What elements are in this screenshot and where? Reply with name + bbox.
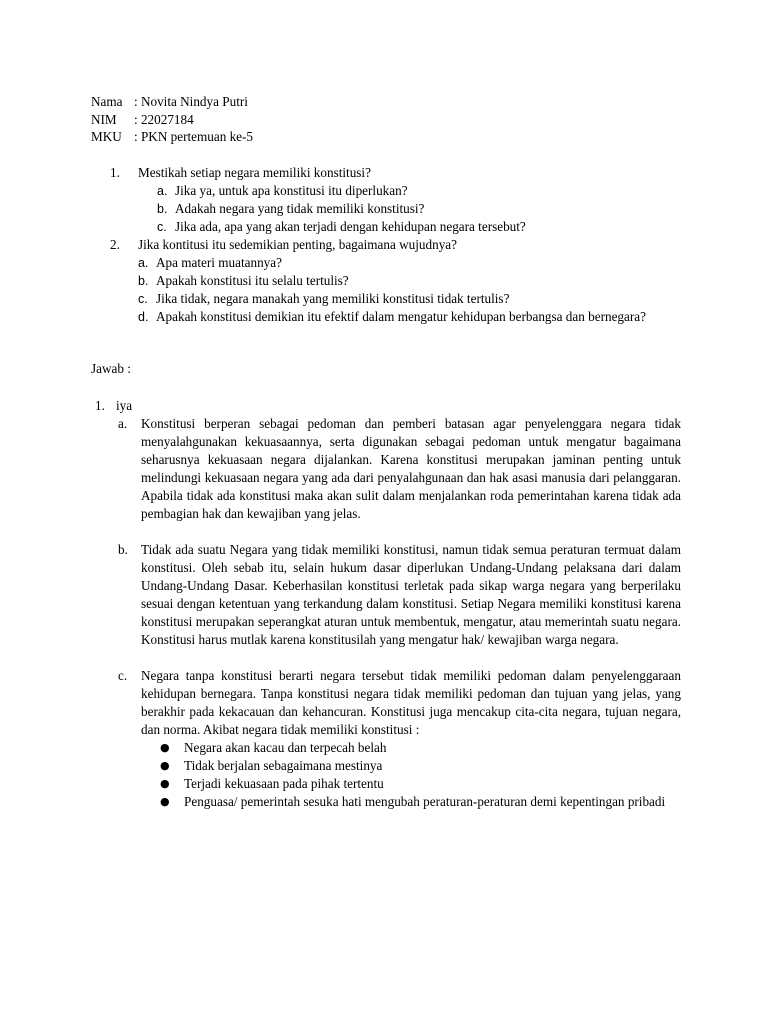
bullet-icon: ● <box>160 759 170 772</box>
sub-question <box>157 182 680 200</box>
question-text: Mestikah setiap negara memiliki konstitusi? <box>138 165 371 180</box>
sub-question-letter: b. <box>138 274 149 288</box>
list-item <box>160 793 681 811</box>
list-item <box>160 739 681 757</box>
sub-question-text: Apa materi muatannya? <box>156 255 282 270</box>
sub-question <box>157 200 680 218</box>
mku-row <box>91 128 253 146</box>
sub-question-letter: a. <box>157 184 168 198</box>
sub-question-text: Apakah konstitusi itu selalu tertulis? <box>156 273 349 288</box>
sub-question <box>138 272 680 290</box>
question-text: Jika kontitusi itu sedemikian penting, bagaimana wujudnya? <box>138 237 457 252</box>
sub-question-letter: c. <box>157 220 167 234</box>
answer-list <box>95 397 681 811</box>
sub-question-letter: d. <box>138 310 149 324</box>
sub-question <box>138 290 680 308</box>
answer-letter: b. <box>118 542 128 557</box>
sub-question <box>138 254 680 272</box>
sub-question-text: Jika tidak, negara manakah yang memiliki konstitusi tidak tertulis? <box>156 291 510 306</box>
nim-value: : 22027184 <box>134 111 194 127</box>
list-item-text: Negara akan kacau dan terpecah belah <box>184 740 387 755</box>
sub-question-letter: c. <box>138 292 148 306</box>
name-row <box>91 93 253 111</box>
mku-value: : PKN pertemuan ke-5 <box>134 129 254 144</box>
answer-heading: Jawab : <box>91 361 131 376</box>
sub-question-text: Apakah konstitusi demikian itu efektif dalam mengatur kehidupan berbangsa dan bernegara? <box>156 309 646 324</box>
answer-paragraph: Tidak ada suatu Negara yang tidak memiliki konstitusi, namun tidak semua peraturan termuat dalam konstitusi. Oleh sebab itu, selain hukum dasar diperlukan Undang-Undang pelaksana dari dalam Undang-Undang Dasar. Keberhasilan konstitusi terletak pada sikap warga negara yang berperilaku sesuai dengan ketentuan yang terkandung dalam konstitusi. Setiap Negara memiliki konstitusi karena konstitusi merupakan seperangkat aturan untuk membentuk, mengatur, atau memerintah suatu negara. Konstitusi harus mutlak karena konstitusilah yang mengatur hak/ kewajiban warga negara. <box>141 542 681 647</box>
question-2 <box>110 236 680 326</box>
consequence-list <box>141 739 681 811</box>
name-value: : Novita Nindya Putri <box>134 94 248 109</box>
question-number: 1. <box>110 165 120 180</box>
bullet-icon: ● <box>160 795 170 808</box>
sub-question <box>138 308 680 326</box>
nim-row <box>91 111 253 129</box>
list-item-text: Terjadi kekuasaan pada pihak tertentu <box>184 776 384 791</box>
answer-item-a <box>118 415 681 523</box>
answer-head-text: iya <box>116 398 133 413</box>
answer-paragraph: Negara tanpa konstitusi berarti negara tersebut tidak memiliki pedoman dalam penyelenggaraan kehidupan bernegara. Tanpa konstitusi negara tidak memiliki pedoman dan tujuan yang jelas, yang berakhir pada kekacauan dan kehancuran. Konstitusi juga mencakup cita-cita negara, tujuan negara, dan norma. Akibat negara tidak memiliki konstitusi : <box>141 668 681 737</box>
sub-question-letter: a. <box>138 256 149 270</box>
sub-question-text: Jika ya, untuk apa konstitusi itu diperlukan? <box>175 183 408 198</box>
list-item-text: Penguasa/ pemerintah sesuka hati mengubah peraturan-peraturan demi kepentingan pribadi <box>184 794 666 809</box>
answer-item-b <box>118 541 681 649</box>
answer-letter: a. <box>118 416 128 431</box>
answer-paragraph: Konstitusi berperan sebagai pedoman dan pemberi batasan agar penyelenggara negara tidak menyalahgunakan kekuasaannya, serta digunakan sebagai pedoman untuk mengatur bagaimana seharusnya kekuasaan negara dijalankan. Karena konstitusi merupakan jaminan penting untuk melindungi kekuasaan negara yang ada dari penyalahgunaan dan hak asasi manusia dari pelanggaran. Apabila tidak ada konstitusi maka akan sulit dalam menjalankan roda pemerintahan karena tidak ada pembagian hak dan kewajiban yang jelas. <box>141 416 681 521</box>
list-item <box>160 757 681 775</box>
sub-question <box>157 218 680 236</box>
name-label: Nama <box>91 94 123 109</box>
list-item <box>160 775 681 793</box>
sub-question-text: Adakah negara yang tidak memiliki konstitusi? <box>175 201 425 216</box>
answer-number: 1. <box>95 398 105 413</box>
question-number: 2. <box>110 237 120 252</box>
student-info <box>91 93 253 146</box>
list-item-text: Tidak berjalan sebagaimana mestinya <box>184 758 383 773</box>
question-1 <box>110 164 680 236</box>
question-list <box>110 164 680 326</box>
mku-label: MKU <box>91 129 122 144</box>
sub-question-text: Jika ada, apa yang akan terjadi dengan kehidupan negara tersebut? <box>175 219 526 234</box>
answer-1-head <box>95 397 681 415</box>
bullet-icon: ● <box>160 741 170 754</box>
answer-item-c <box>118 667 681 811</box>
sub-question-letter: b. <box>157 202 168 216</box>
bullet-icon: ● <box>160 777 170 790</box>
nim-label: NIM <box>91 111 117 127</box>
answer-letter: c. <box>118 668 128 683</box>
